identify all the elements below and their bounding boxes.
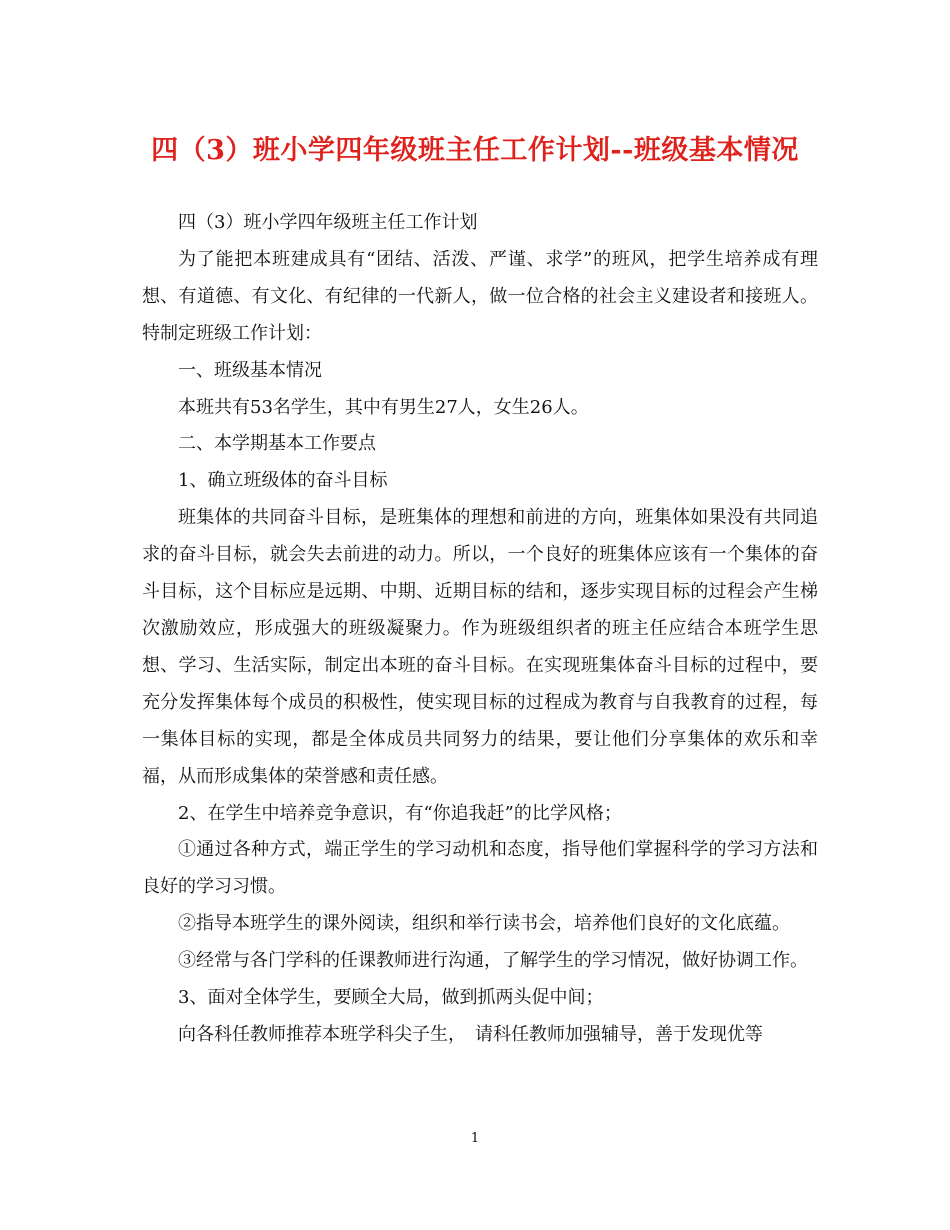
page-number: 1 (470, 1131, 480, 1146)
list-item-1: ①通过各种方式，端正学生的学习动机和态度，指导他们掌握科学的学习方法和良好的学习习惯。 (142, 839, 818, 898)
document-title: 四（3）班小学四年级班主任工作计划--班级基本情况 (151, 135, 799, 166)
section-heading-1: 一、班级基本情况 (178, 359, 322, 381)
paragraph-recommend: 向各科任教师推荐本班学科尖子生， 请科任教师加强辅导，善于发现优等 (178, 1023, 763, 1045)
paragraph-intro: 为了能把本班建成具有“团结、活泼、严谨、求学”的班风，把学生培养成有理想、有道德、有文化、有纪律的一代新人，做一位合格的社会主义建设者和接班人。特制定班级工作计划： (142, 248, 818, 344)
document-body (142, 205, 818, 1054)
subsection-heading-1: 1、确立班级体的奋斗目标 (178, 470, 388, 492)
subsection-heading-2: 2、在学生中培养竞争意识，有“你追我赶”的比学风格； (178, 802, 622, 824)
section-heading-2: 二、本学期基本工作要点 (178, 433, 376, 455)
list-item-3: ③经常与各门学科的任课教师进行沟通，了解学生的学习情况，做好协调工作。 (178, 950, 808, 972)
paragraph-goals: 班集体的共同奋斗目标，是班集体的理想和前进的方向，班集体如果没有共同追求的奋斗目标，就会失去前进的动力。所以，一个良好的班集体应该有一个集体的奋斗目标，这个目标应是远期、中期、近期目标的结和，逐步实现目标的过程会产生梯次激励效应，形成强大的班级凝聚力。作为班级组织者的班主任应结合本班学生思想、学习、生活实际，制定出本班的奋斗目标。在实现班集体奋斗目标的过程中，要充分发挥集体每个成员的积极性，使实现目标的过程成为教育与自我教育的过程，每一集体目标的实现，都是全体成员共同努力的结果，要让他们分享集体的欢乐和幸福，从而形成集体的荣誉感和责任感。 (142, 507, 818, 787)
list-item-2: ②指导本班学生的课外阅读，组织和举行读书会，培养他们良好的文化底蕴。 (178, 913, 790, 935)
paragraph-subtitle: 四（3）班小学四年级班主任工作计划 (178, 212, 478, 233)
subsection-heading-3: 3、面对全体学生，要顾全大局，做到抓两头促中间； (178, 987, 604, 1009)
paragraph-class-info: 本班共有53名学生，其中有男生27人，女生26人。 (178, 396, 589, 418)
